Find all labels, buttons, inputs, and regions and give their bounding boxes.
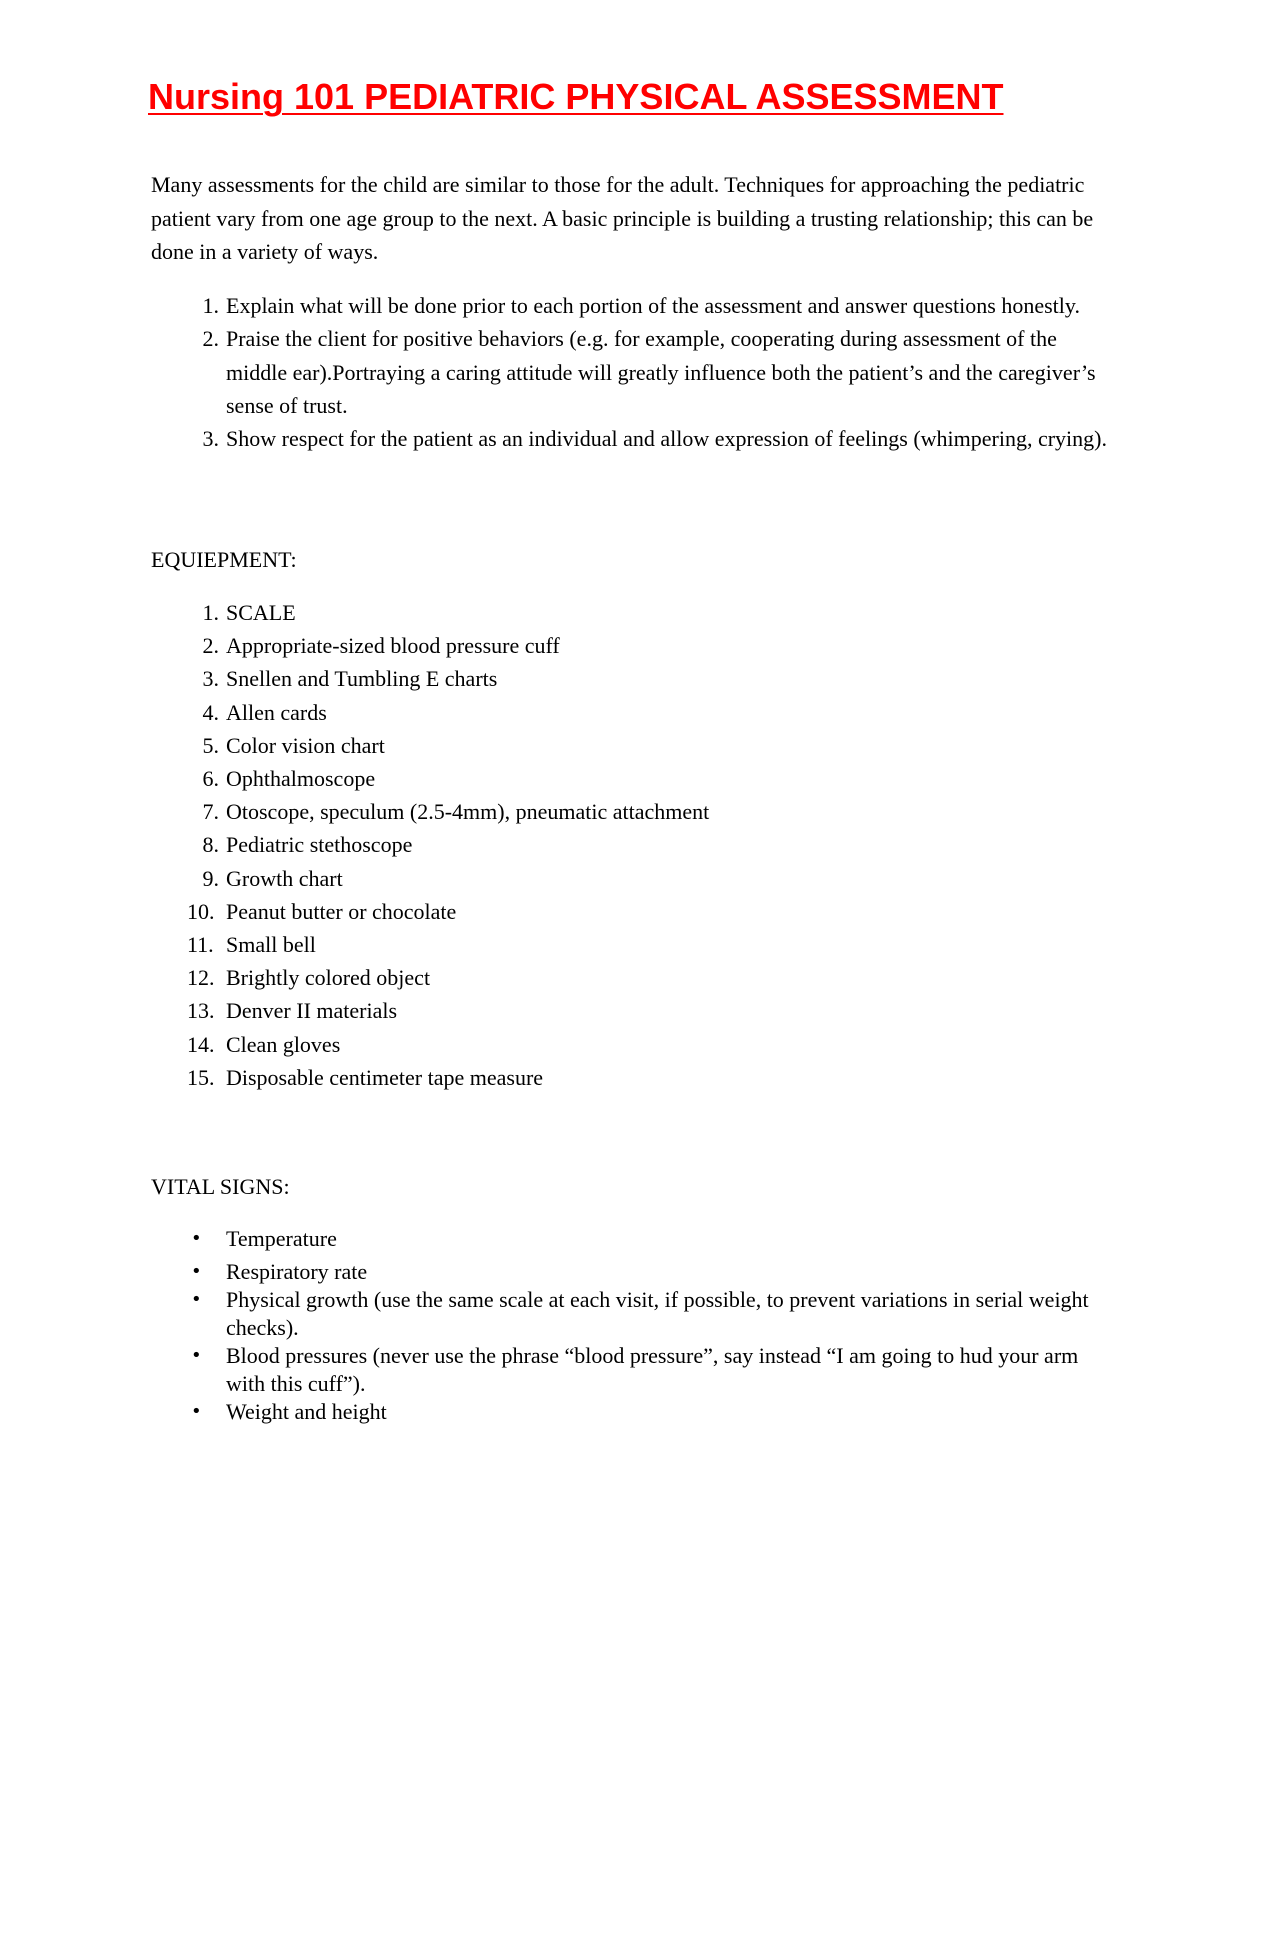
- equipment-item: [151, 928, 1051, 961]
- list-number: 11.: [187, 932, 214, 958]
- list-number: 6.: [202, 766, 219, 792]
- principle-text: Show respect for the patient as an individual and allow expression of feelings (whimpering, crying).: [226, 426, 1107, 452]
- bullet-icon: •: [191, 1261, 202, 1282]
- equipment-text: Pediatric stethoscope: [226, 832, 413, 858]
- equipment-text: Clean gloves: [226, 1031, 341, 1057]
- list-number: 12.: [187, 965, 215, 991]
- list-number: 14.: [187, 1031, 215, 1057]
- equipment-item: [151, 596, 1051, 629]
- equipment-text: Allen cards: [226, 699, 327, 725]
- equipment-item: [151, 1028, 1051, 1061]
- equipment-item: [151, 961, 1051, 994]
- equipment-item: [151, 762, 1051, 795]
- list-number: 15.: [187, 1064, 215, 1090]
- equipment-text: Denver II materials: [226, 998, 398, 1024]
- equipment-text: SCALE: [226, 600, 296, 625]
- equipment-text: Ophthalmoscope: [226, 766, 376, 792]
- equipment-text: Snellen and Tumbling E charts: [226, 666, 498, 692]
- vital-sign-item: [151, 1258, 1111, 1286]
- equipment-text: Growth chart: [226, 865, 343, 891]
- vital-sign-text: Physical growth (use the same scale at each visit, if possible, to prevent variations in serial weight checks).: [226, 1287, 1089, 1340]
- list-number: 2.: [202, 326, 219, 352]
- principle-item: [151, 289, 1111, 322]
- equipment-item: [151, 795, 1051, 828]
- equipment-heading: EQUIEPMENT:: [151, 547, 297, 572]
- list-number: 4.: [202, 699, 219, 725]
- list-number: 10.: [187, 898, 215, 924]
- equipment-text: Peanut butter or chocolate: [226, 898, 457, 924]
- bullet-icon: •: [191, 1401, 202, 1422]
- list-number: 5.: [202, 732, 219, 758]
- list-number: 3.: [202, 666, 219, 692]
- bullet-icon: •: [191, 1289, 202, 1310]
- principle-item: [151, 322, 1111, 422]
- equipment-item: [151, 662, 1051, 695]
- list-number: 9.: [202, 865, 219, 891]
- equipment-item: [151, 629, 1051, 662]
- principle-text: Explain what will be done prior to each portion of the assessment and answer questions honestly.: [226, 293, 1080, 318]
- vital-signs-list: [151, 1225, 1111, 1426]
- list-number: 1.: [202, 293, 219, 318]
- principle-item: [151, 422, 1111, 455]
- equipment-item: [151, 1061, 1051, 1094]
- principles-list: [151, 289, 1111, 455]
- equipment-text: Appropriate-sized blood pressure cuff: [226, 633, 560, 659]
- vital-signs-heading: VITAL SIGNS:: [151, 1174, 290, 1199]
- vital-sign-text: Respiratory rate: [226, 1259, 368, 1284]
- document-title: Nursing 101 PEDIATRIC PHYSICAL ASSESSMENT: [148, 76, 1004, 117]
- vital-sign-item: [151, 1342, 1111, 1398]
- equipment-item: [151, 895, 1051, 928]
- equipment-item: [151, 862, 1051, 895]
- equipment-item: [151, 994, 1051, 1027]
- equipment-text: Disposable centimeter tape measure: [226, 1064, 544, 1090]
- vital-sign-item: [151, 1398, 1111, 1426]
- equipment-text: Otoscope, speculum (2.5-4mm), pneumatic attachment: [226, 799, 710, 825]
- equipment-list: [151, 596, 1051, 1094]
- list-number: 13.: [187, 998, 215, 1024]
- equipment-text: Brightly colored object: [226, 965, 431, 991]
- vital-sign-text: Weight and height: [226, 1399, 387, 1424]
- vital-sign-text: Temperature: [226, 1226, 337, 1251]
- principle-text: Praise the client for positive behaviors (e.g. for example, cooperating during assessment of the middle ear).Portraying a caring attitude will greatly influence both the patient’s and the caregiver’s sense of trust.: [226, 326, 1096, 418]
- list-number: 8.: [202, 832, 219, 858]
- vital-sign-text: Blood pressures (never use the phrase “blood pressure”, say instead “I am going to hud your arm with this cuff”).: [226, 1343, 1079, 1396]
- equipment-item: [151, 696, 1051, 729]
- equipment-text: Small bell: [226, 932, 316, 958]
- list-number: 2.: [202, 633, 219, 659]
- intro-paragraph: Many assessments for the child are similar to those for the adult. Techniques for approaching the pediatric patient vary from one age group to the next. A basic principle is building a trusting relationship; this can be done in a variety of ways.: [151, 172, 1094, 264]
- equipment-text: Color vision chart: [226, 732, 385, 758]
- bullet-icon: •: [191, 1228, 202, 1249]
- vital-sign-item: [151, 1225, 1111, 1253]
- equipment-item: [151, 729, 1051, 762]
- equipment-item: [151, 828, 1051, 861]
- list-number: 7.: [202, 799, 219, 825]
- bullet-icon: •: [191, 1345, 202, 1366]
- vital-sign-item: [151, 1286, 1111, 1342]
- list-number: 1.: [202, 600, 219, 625]
- list-number: 3.: [202, 426, 219, 452]
